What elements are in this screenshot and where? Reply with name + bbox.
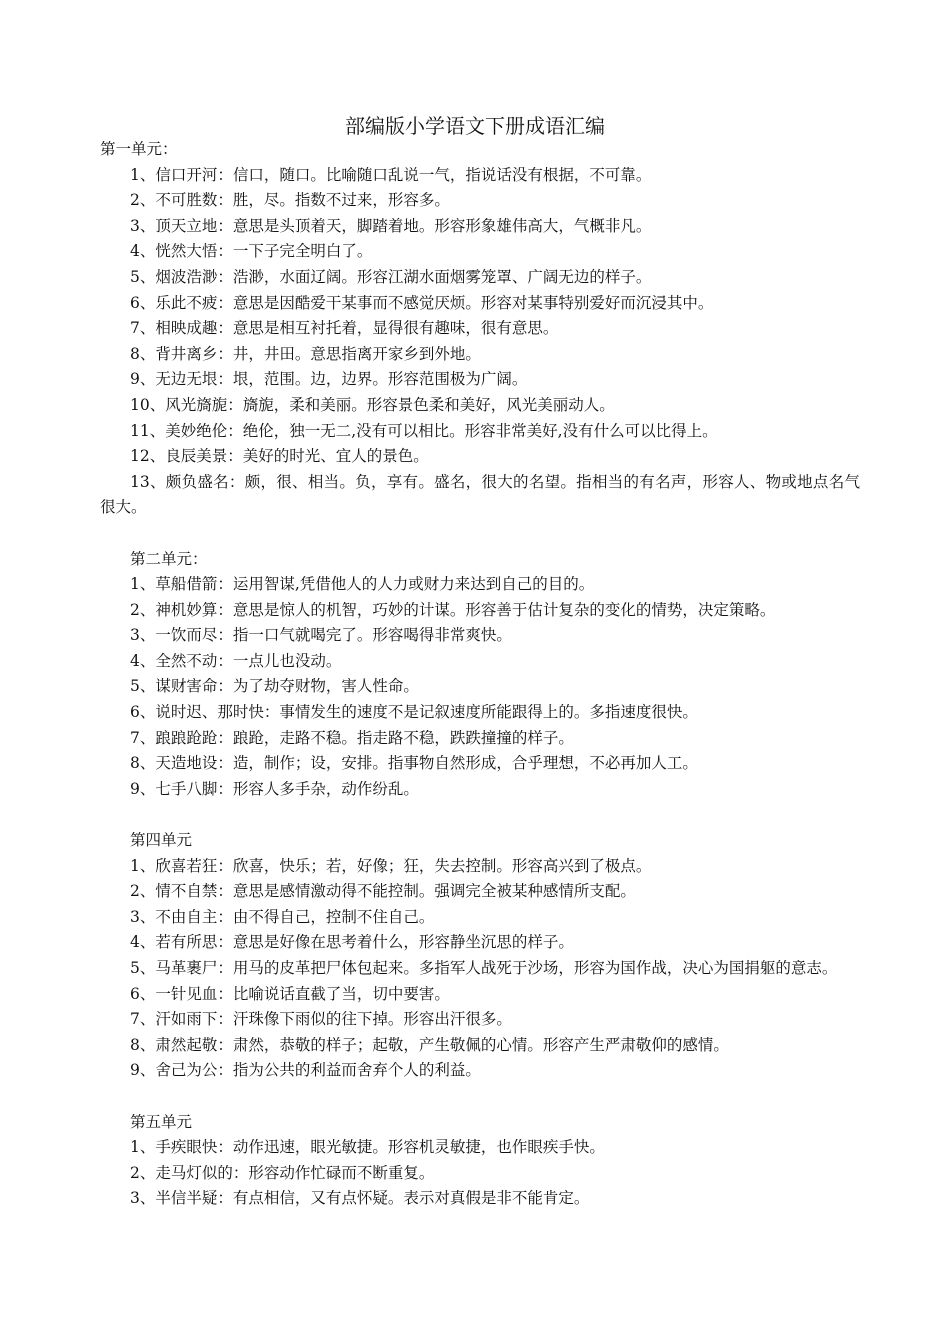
idiom-item: 1、欣喜若狂：欣喜，快乐；若，好像；狂，失去控制。形容高兴到了极点。 <box>130 856 652 875</box>
spacer <box>100 802 860 828</box>
idiom-item: 10、风光旖旎：旖旎，柔和美丽。形容景色柔和美好，风光美丽动人。 <box>130 395 615 414</box>
page-title: 部编版小学语文下册成语汇编 <box>345 114 605 138</box>
idiom-item: 2、走马灯似的：形容动作忙碌而不断重复。 <box>130 1163 435 1182</box>
idiom-item: 7、踉踉跄跄：踉跄，走路不稳。指走路不稳，跌跌撞撞的样子。 <box>130 728 574 747</box>
idiom-item: 8、背井离乡：井，井田。意思指离开家乡到外地。 <box>130 344 481 363</box>
unit-1 <box>100 137 860 521</box>
idiom-item: 3、半信半疑：有点相信，又有点怀疑。表示对真假是非不能肯定。 <box>130 1189 590 1208</box>
idiom-item: 5、烟波浩渺：浩渺，水面辽阔。形容江湖水面烟雾笼罩、广阔无边的样子。 <box>130 267 652 286</box>
idiom-item: 3、不由自主：由不得自己，控制不住自己。 <box>130 907 435 926</box>
idiom-item: 12、良辰美景：美好的时光、宜人的景色。 <box>130 447 429 466</box>
idiom-item: 11、美妙绝伦：绝伦，独一无二,没有可以相比。形容非常美好,没有什么可以比得上。 <box>130 421 718 440</box>
idiom-item: 4、全然不动：一点儿也没动。 <box>130 651 342 670</box>
unit-heading: 第四单元 <box>130 831 193 850</box>
idiom-item: 9、无边无垠：垠，范围。边，边界。形容范围极为广阔。 <box>130 370 528 389</box>
idiom-item: 5、马革裹尸：用马的皮革把尸体包起来。多指军人战死于沙场，形容为国作战，决心为国捐躯的意志。 <box>130 959 838 977</box>
unit-4 <box>100 828 860 1084</box>
idiom-item: 8、天造地设：造，制作；设，安排。指事物自然形成，合乎理想，不必再加人工。 <box>130 754 698 773</box>
idiom-item: 7、相映成趣：意思是相互衬托着，显得很有趣味，很有意思。 <box>130 319 559 338</box>
unit-heading: 第二单元： <box>130 549 208 568</box>
idiom-item: 5、谋财害命：为了劫夺财物，害人性命。 <box>130 677 419 696</box>
idiom-item: 13、颇负盛名：颇，很、相当。负，享有。盛名，很大的名望。指相当的有名声，形容人、物或地点名气很大。 <box>100 472 860 517</box>
idiom-item: 8、肃然起敬：肃然，恭敬的样子；起敬，产生敬佩的心情。形容产生严肃敬仰的感情。 <box>130 1035 729 1054</box>
unit-5 <box>100 1110 860 1212</box>
spacer <box>100 521 860 547</box>
idiom-item: 4、若有所思：意思是好像在思考着什么，形容静坐沉思的样子。 <box>130 933 574 952</box>
spacer <box>100 1084 860 1110</box>
unit-heading: 第五单元 <box>130 1112 193 1131</box>
idiom-item: 2、情不自禁：意思是感情激动得不能控制。强调完全被某种感情所支配。 <box>130 882 636 901</box>
idiom-item: 6、乐此不疲：意思是因酷爱干某事而不感觉厌烦。形容对某事特别爱好而沉浸其中。 <box>130 293 714 312</box>
idiom-item: 1、手疾眼快：动作迅速，眼光敏捷。形容机灵敏捷，也作眼疾手快。 <box>130 1138 605 1157</box>
idiom-item: 6、一针见血：比喻说话直截了当，切中要害。 <box>130 984 450 1003</box>
idiom-item: 9、七手八脚：形容人多手杂，动作纷乱。 <box>130 779 419 798</box>
idiom-item: 2、神机妙算：意思是惊人的机智，巧妙的计谋。形容善于估计复杂的变化的情势，决定策略。 <box>130 600 776 619</box>
document-body <box>100 137 860 1212</box>
idiom-item: 7、汗如雨下：汗珠像下雨似的往下掉。形容出汗很多。 <box>130 1010 512 1029</box>
idiom-item: 3、一饮而尽：指一口气就喝完了。形容喝得非常爽快。 <box>130 626 512 645</box>
idiom-item: 6、说时迟、那时快：事情发生的速度不是记叙速度所能跟得上的。多指速度很快。 <box>130 703 698 722</box>
idiom-item: 3、顶天立地：意思是头顶着天，脚踏着地。形容形象雄伟高大，气概非凡。 <box>130 216 652 235</box>
idiom-item: 2、不可胜数：胜，尽。指数不过来，形容多。 <box>130 191 450 210</box>
unit-2 <box>100 547 860 803</box>
idiom-item: 9、舍己为公：指为公共的利益而舍弃个人的利益。 <box>130 1061 481 1080</box>
idiom-item: 1、草船借箭：运用智谋,凭借他人的人力或财力来达到自己的目的。 <box>130 575 595 594</box>
idiom-item: 4、恍然大悟：一下子完全明白了。 <box>130 242 373 261</box>
unit-heading: 第一单元： <box>100 140 178 158</box>
idiom-item: 1、信口开河：信口，随口。比喻随口乱说一气，指说话没有根据，不可靠。 <box>130 165 652 184</box>
